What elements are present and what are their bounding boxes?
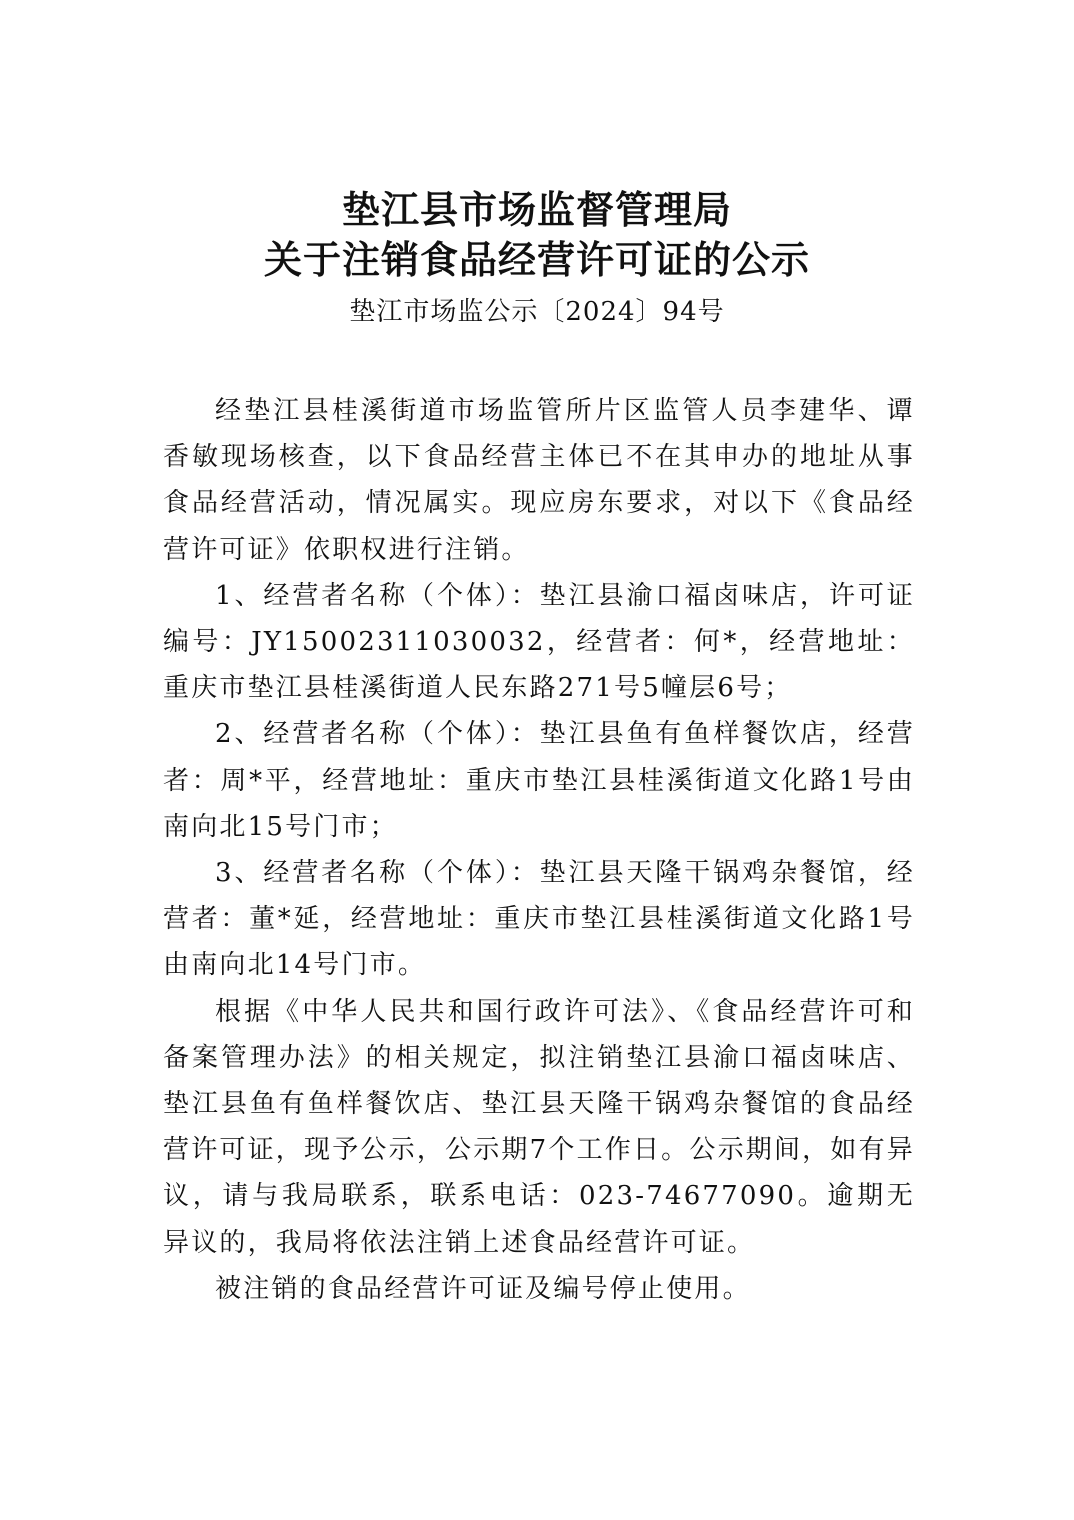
title-line-1: 垫江县市场监督管理局 [341,187,732,232]
document-body [163,388,915,1312]
title-line-2: 关于注销食品经营许可证的公示 [263,237,810,282]
paragraph-closing: 被注销的食品经营许可证及编号停止使用。 [215,1273,751,1304]
document-number: 垫江市场监公示〔2024〕94号 [349,297,725,327]
paragraph-legal-basis: 根据《中华人民共和国行政许可法》、《食品经营许可和备案管理办法》的相关规定，拟注销垫江县渝口福卤味店、垫江县鱼有鱼样餐饮店、垫江县天隆干锅鸡杂餐馆的食品经营许可证，现予公示，公示期7个工作日。公示期间，如有异议，请与我局联系，联系电话：023-74677090。逾期无异议的，我局将依法注销上述食品经营许可证。 [163,996,915,1258]
paragraph-intro: 经垫江县桂溪街道市场监管所片区监管人员李建华、谭香敏现场核查，以下食品经营主体已不在其申办的地址从事食品经营活动，情况属实。现应房东要求，对以下《食品经营许可证》依职权进行注销。 [163,396,915,565]
paragraph-item-3: 3、经营者名称（个体）：垫江县天隆干锅鸡杂餐馆，经营者：董*延，经营地址：重庆市垫江县桂溪街道文化路1号由南向北14号门市。 [163,858,915,981]
paragraph-item-1: 1、经营者名称（个体）：垫江县渝口福卤味店，许可证编号：JY15002311030032，经营者：何*，经营地址：重庆市垫江县桂溪街道人民东路271号5幢层6号； [163,580,915,704]
paragraph-item-2: 2、经营者名称（个体）：垫江县鱼有鱼样餐饮店，经营者：周*平，经营地址：重庆市垫江县桂溪街道文化路1号由南向北15号门市； [163,719,915,842]
